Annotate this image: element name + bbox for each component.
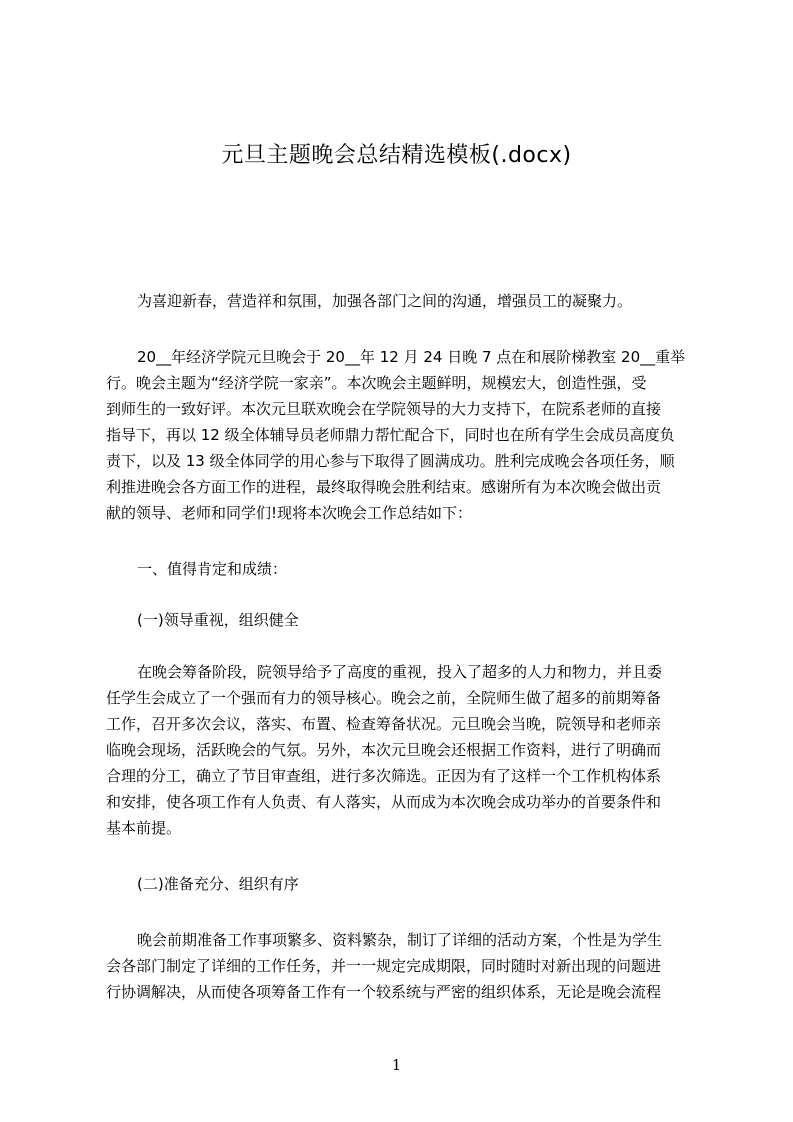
document-title: 元旦主题晚会总结精选模板(.docx) xyxy=(221,143,572,168)
section-heading: 一、值得肯定和成绩： xyxy=(137,560,288,578)
paragraph-line: 为喜迎新春，营造祥和氛围，加强各部门之间的沟通，增强员工的凝聚力。 xyxy=(137,292,633,310)
paragraph-line: 任学生会成立了一个强而有力的领导核心。晚会之前，全院师生做了超多的前期筹备 xyxy=(106,689,662,707)
paragraph-line: 在晚会筹备阶段，院领导给予了高度的重视，投入了超多的人力和物力，并且委 xyxy=(137,663,663,681)
paragraph-line: 20__年经济学院元旦晚会于 20__年 12 月 24 日晚 7 点在和展阶梯教室 20__重举 xyxy=(137,348,686,366)
paragraph-line: 利推进晚会各方面工作的进程，最终取得晚会胜利结束。感谢所有为本次晚会做出贡 xyxy=(106,478,662,496)
paragraph-line: 和安排，使各项工作有人负责、有人落实，从而成为本次晚会成功举办的首要条件和 xyxy=(106,793,662,811)
paragraph-line: 合理的分工，确立了节目审查组，进行多次筛选。正因为有了这样一个工作机构体系 xyxy=(106,767,662,785)
paragraph-line: 会各部门制定了详细的工作任务，并一一规定完成期限，同时随时对新出现的问题进 xyxy=(106,957,662,975)
paragraph-line: 工作，召开多次会议，落实、布置、检查筹备状况。元旦晚会当晚，院领导和老师亲 xyxy=(106,715,662,733)
paragraph-line: 临晚会现场，活跃晚会的气氛。另外，本次元旦晚会还根据工作资料，进行了明确而 xyxy=(106,741,662,759)
subsection-heading: (二)准备充分、组织有序 xyxy=(137,875,299,893)
paragraph-line: 行协调解决，从而使各项筹备工作有一个较系统与严密的组织体系，无论是晚会流程 xyxy=(106,983,662,1001)
paragraph-line: 到师生的一致好评。本次元旦联欢晚会在学院领导的大力支持下，在院系老师的直接 xyxy=(106,400,662,418)
subsection-heading: (一)领导重视，组织健全 xyxy=(137,611,299,629)
paragraph-line: 责下，以及 13 级全体同学的用心参与下取得了圆满成功。胜利完成晚会各项任务，顺 xyxy=(106,452,675,470)
paragraph-line: 基本前提。 xyxy=(106,819,182,837)
paragraph-line: 晚会前期准备工作事项繁多、资料繁杂，制订了详细的活动方案，个性是为学生 xyxy=(137,931,663,949)
paragraph-line: 行。晚会主题为“经济学院一家亲”。本次晚会主题鲜明，规模宏大，创造性强，受 xyxy=(106,374,647,392)
paragraph-line: 指导下，再以 12 级全体辅导员老师鼎力帮忙配合下，同时也在所有学生会成员高度负 xyxy=(106,426,675,444)
paragraph-line: 献的领导、老师和同学们!现将本次晚会工作总结如下： xyxy=(106,504,473,522)
page-number: 1 xyxy=(391,1056,402,1074)
